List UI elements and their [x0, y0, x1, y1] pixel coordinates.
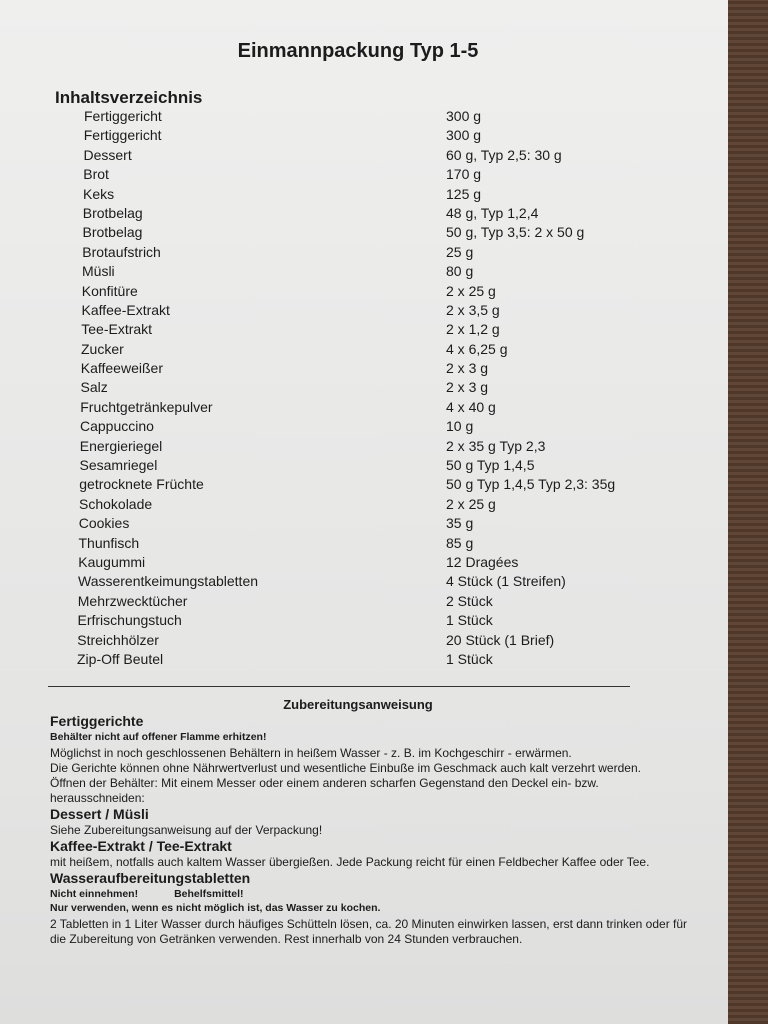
item-name: Tee-Extrakt — [81, 321, 153, 338]
item-amount: 300 g — [446, 108, 482, 124]
item-amount: 50 g, Typ 3,5: 2 x 50 g — [446, 224, 585, 241]
toc-heading: Inhaltsverzeichnis — [55, 88, 203, 107]
item-name: Dessert — [83, 146, 132, 163]
item-amount: 50 g Typ 1,4,5 Typ 2,3: 35g — [446, 476, 616, 493]
item-amount: 12 Dragées — [446, 553, 519, 570]
item-amount: 4 x 6,25 g — [446, 340, 508, 357]
item-name: Erfrischungstuch — [77, 612, 182, 629]
item-name: Energieriegel — [79, 437, 163, 454]
item-name: Wasserentkeimungstabletten — [78, 573, 259, 590]
item-amount: 20 Stück (1 Brief) — [446, 631, 555, 648]
item-amount: 80 g — [446, 263, 474, 280]
item-name: Kaugummi — [78, 553, 146, 570]
paragraph: Öffnen der Behälter: Mit einem Messer oder einem anderen scharfen Gegenstand den Deckel ein- bzw. herausschneiden: — [50, 776, 599, 805]
item-amount: 2 Stück — [446, 592, 493, 609]
item-name: getrocknete Früchte — [79, 476, 204, 493]
list-item — [0, 224, 728, 243]
list-item — [0, 186, 728, 205]
item-amount: 85 g — [446, 534, 474, 551]
list-item — [0, 593, 728, 612]
paragraph: mit heißem, notfalls auch kaltem Wasser übergießen. Jede Packung reicht für einen Feldbecher Kaffee oder Tee. — [50, 855, 650, 869]
paragraph: Die Gerichte können ohne Nährwertverlust und wesentliche Einbuße im Geschmack auch kalt verzehrt werden. — [50, 761, 641, 775]
list-item — [0, 108, 728, 127]
list-item — [0, 263, 728, 282]
item-amount: 300 g — [446, 127, 482, 144]
item-name: Schokolade — [79, 495, 153, 512]
item-name: Kaffeeweißer — [80, 360, 163, 377]
list-item — [0, 147, 728, 166]
note-text: Nicht einnehmen! — [50, 888, 139, 900]
paragraph: Möglichst in noch geschlossenen Behältern in heißem Wasser - z. B. im Kochgeschirr - erwärmen. — [50, 746, 572, 760]
item-name: Konfitüre — [81, 282, 138, 299]
item-name: Brotbelag — [82, 224, 143, 241]
item-amount: 125 g — [446, 185, 482, 202]
item-name: Brotbelag — [82, 204, 143, 221]
list-item — [0, 535, 728, 554]
paragraph: Siehe Zubereitungsanweisung auf der Verpackung! — [50, 823, 323, 837]
list-item — [0, 496, 728, 515]
table-surface — [728, 0, 768, 1024]
section-heading-wasser: Wasseraufbereitungstabletten — [50, 870, 251, 886]
list-item — [0, 321, 728, 340]
list-item — [0, 632, 728, 651]
list-item — [0, 302, 728, 321]
item-amount: 2 x 25 g — [446, 495, 496, 512]
item-amount: 2 x 25 g — [446, 282, 496, 299]
note-text: Behelfsmittel! — [174, 888, 244, 900]
list-item — [0, 457, 728, 476]
list-item — [0, 651, 728, 670]
list-item — [0, 476, 728, 495]
item-name: Mehrzwecktücher — [77, 592, 188, 609]
section-heading-fertiggerichte: Fertiggerichte — [50, 713, 144, 729]
list-item — [0, 127, 728, 146]
item-amount: 2 x 3 g — [446, 379, 489, 396]
list-item — [0, 573, 728, 592]
item-amount: 4 x 40 g — [446, 398, 496, 415]
item-name: Fertiggericht — [83, 127, 162, 144]
list-item — [0, 438, 728, 457]
paragraph: 2 Tabletten in 1 Liter Wasser durch häufiges Schütteln lösen, ca. 20 Minuten einwirken lassen, erst dann trinken oder für die Zubereitung von Getränken verwenden. Rest innerhalb von 24 Stunden verbrauchen. — [50, 917, 688, 946]
list-item — [0, 612, 728, 631]
list-item — [0, 515, 728, 534]
list-item — [0, 166, 728, 185]
item-amount: 25 g — [446, 243, 474, 260]
item-name: Kaffee-Extrakt — [81, 301, 170, 318]
item-amount: 170 g — [446, 166, 482, 183]
section-heading-kaffee: Kaffee-Extrakt / Tee-Extrakt — [50, 838, 232, 854]
list-item — [0, 418, 728, 437]
item-amount: 60 g, Typ 2,5: 30 g — [446, 146, 562, 163]
item-amount: 1 Stück — [446, 612, 493, 629]
item-name: Salz — [80, 379, 108, 396]
list-item — [0, 554, 728, 573]
list-item — [0, 283, 728, 302]
item-amount: 35 g — [446, 515, 474, 532]
list-item — [0, 379, 728, 398]
warning-text: Behälter nicht auf offener Flamme erhitzen! — [50, 731, 267, 743]
divider-line — [48, 686, 630, 687]
item-name: Zip-Off Beutel — [77, 650, 164, 667]
note-line — [50, 887, 690, 901]
item-name: Müsli — [82, 263, 115, 280]
item-name: Streichhölzer — [77, 631, 159, 648]
item-amount: 50 g Typ 1,4,5 — [446, 457, 535, 474]
item-name: Fertiggericht — [84, 108, 162, 124]
item-name: Sesamriegel — [79, 457, 158, 474]
page-title: Einmannpackung Typ 1-5 — [237, 40, 479, 62]
item-amount: 2 x 35 g Typ 2,3 — [446, 437, 546, 454]
item-amount: 4 Stück (1 Streifen) — [446, 573, 566, 590]
item-name: Thunfisch — [78, 534, 140, 551]
item-name: Cookies — [78, 515, 130, 532]
item-amount: 1 Stück — [446, 650, 493, 667]
note-text: Nur verwenden, wenn es nicht möglich ist, das Wasser zu kochen. — [50, 902, 381, 914]
item-amount: 10 g — [446, 418, 474, 435]
item-amount: 2 x 3 g — [446, 360, 489, 377]
list-item — [0, 360, 728, 379]
item-name: Cappuccino — [80, 418, 154, 435]
item-name: Brotaufstrich — [82, 243, 161, 260]
item-amount: 2 x 1,2 g — [446, 321, 500, 338]
list-item — [0, 244, 728, 263]
prep-heading: Zubereitungsanweisung — [283, 697, 433, 712]
item-name: Zucker — [81, 340, 124, 357]
item-name: Fruchtgetränkepulver — [80, 398, 213, 415]
instructions — [50, 713, 690, 947]
item-name: Keks — [83, 185, 115, 202]
list-item — [0, 205, 728, 224]
list-item — [0, 341, 728, 360]
contents-list — [0, 108, 728, 670]
list-item — [0, 399, 728, 418]
item-name: Brot — [83, 166, 109, 183]
section-heading-dessert: Dessert / Müsli — [50, 806, 149, 822]
item-amount: 48 g, Typ 1,2,4 — [446, 204, 539, 221]
item-amount: 2 x 3,5 g — [446, 301, 500, 318]
